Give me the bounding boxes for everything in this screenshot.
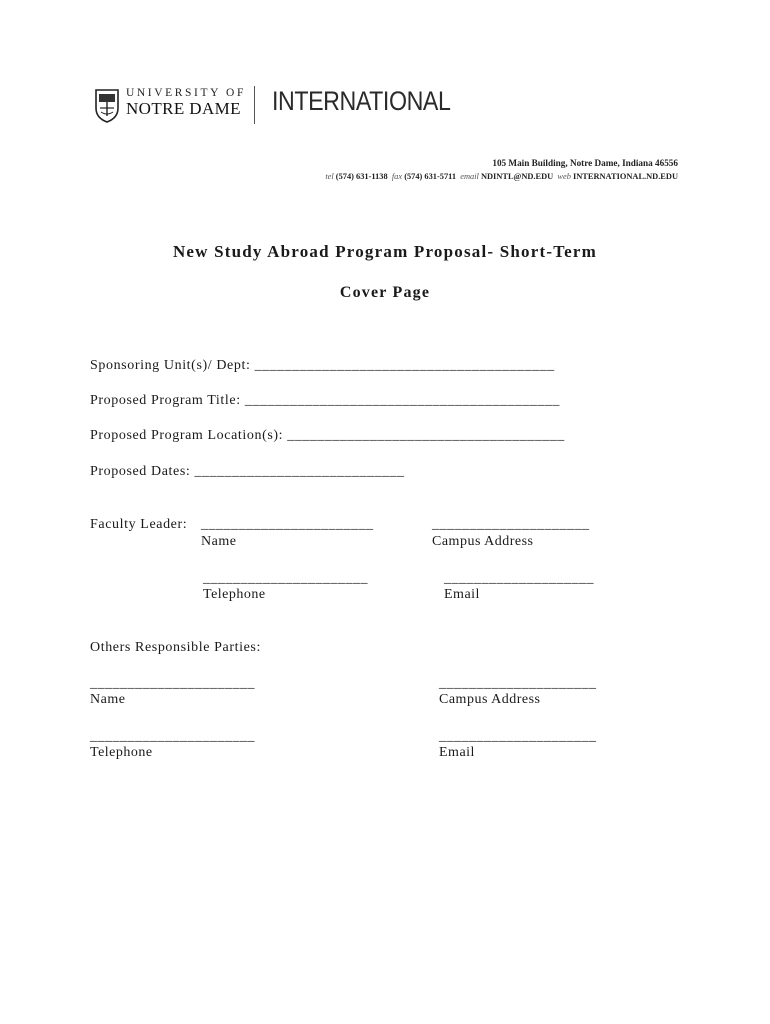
email-value: NDINTL@ND.EDU bbox=[480, 172, 554, 181]
contact-line bbox=[325, 172, 678, 181]
tel-label: tel bbox=[325, 172, 334, 181]
program-location-field bbox=[90, 428, 565, 444]
sponsoring-unit-blank[interactable]: ________________________________________ bbox=[254, 358, 555, 373]
faculty-address-blank[interactable]: _____________________ bbox=[432, 517, 590, 532]
faculty-name-caption: Name bbox=[201, 534, 237, 549]
others-name-caption: Name bbox=[90, 692, 126, 707]
faculty-name-blank[interactable]: _______________________ bbox=[201, 517, 374, 532]
logo-word: INTERNATIONAL bbox=[272, 86, 451, 116]
proposed-dates-blank[interactable]: ____________________________ bbox=[194, 464, 405, 479]
faculty-leader-label: Faculty Leader: bbox=[90, 517, 188, 532]
faculty-address-caption: Campus Address bbox=[432, 534, 534, 549]
others-email-blank[interactable]: _____________________ bbox=[439, 729, 597, 744]
logo-divider bbox=[254, 86, 255, 124]
web-label: web bbox=[557, 172, 571, 181]
address-line bbox=[492, 158, 678, 168]
program-location-blank[interactable]: _____________________________________ bbox=[287, 428, 565, 443]
program-location-label: Proposed Program Location(s): bbox=[90, 428, 284, 443]
faculty-telephone-caption: Telephone bbox=[203, 587, 266, 602]
faculty-telephone-blank[interactable]: ______________________ bbox=[203, 571, 368, 586]
tel-value: (574) 631-1138 bbox=[335, 172, 388, 181]
others-telephone-caption: Telephone bbox=[90, 745, 153, 760]
shield-icon bbox=[94, 88, 120, 124]
others-name-blank[interactable]: ______________________ bbox=[90, 676, 255, 691]
university-logo bbox=[94, 84, 451, 128]
sponsoring-unit-field bbox=[90, 358, 555, 374]
others-address-blank[interactable]: _____________________ bbox=[439, 676, 597, 691]
email-label: email bbox=[460, 172, 479, 181]
fax-value: (574) 631-5711 bbox=[404, 172, 457, 181]
others-responsible-label: Others Responsible Parties: bbox=[90, 640, 261, 655]
program-title-blank[interactable]: __________________________________________ bbox=[244, 393, 560, 408]
page-title: New Study Abroad Program Proposal- Short-Term bbox=[172, 242, 598, 261]
program-title-field bbox=[90, 393, 560, 409]
page-subtitle: Cover Page bbox=[339, 284, 431, 301]
others-telephone-blank[interactable]: ______________________ bbox=[90, 729, 255, 744]
proposed-dates-label: Proposed Dates: bbox=[90, 464, 191, 479]
sponsoring-unit-label: Sponsoring Unit(s)/ Dept: bbox=[90, 358, 251, 373]
program-title-label: Proposed Program Title: bbox=[90, 393, 241, 408]
others-address-caption: Campus Address bbox=[439, 692, 541, 707]
fax-label: fax bbox=[391, 172, 403, 181]
others-email-caption: Email bbox=[439, 745, 475, 760]
logo-line2: NOTRE DAME bbox=[126, 99, 241, 118]
address: 105 Main Building, Notre Dame, Indiana 46556 bbox=[492, 158, 678, 168]
logo-line1: UNIVERSITY OF bbox=[126, 87, 246, 99]
faculty-email-blank[interactable]: ____________________ bbox=[444, 571, 594, 586]
faculty-email-caption: Email bbox=[444, 587, 480, 602]
web-value: INTERNATIONAL.ND.EDU bbox=[572, 172, 678, 181]
proposed-dates-field bbox=[90, 464, 405, 480]
